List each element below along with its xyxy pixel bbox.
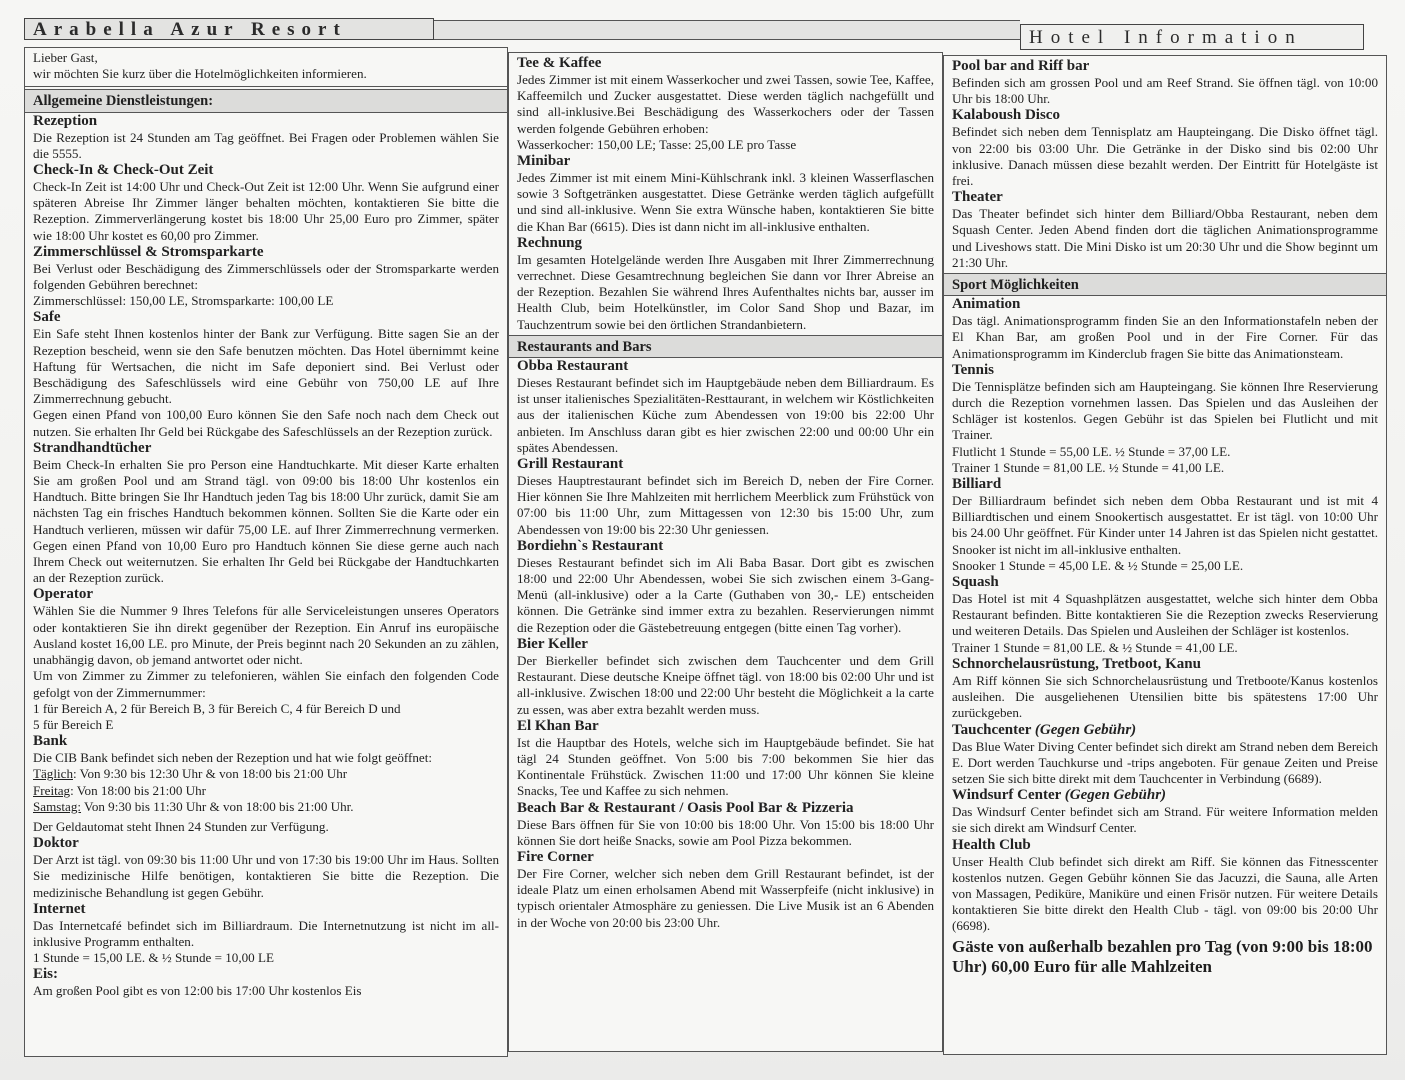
item-title: Rechnung [517,234,583,251]
item-text: Befindet sich neben dem Tennisplatz am Haupteingang. Die Disko öffnet tägl. von 22:00 bis 03:00 Uhr. Die Getränke in der Disko sind bis 02:00 Uhr inklusive. Danach müssen diese bezahlt werden. Der Eintritt für Hotelgäste ist frei. [952,124,1378,189]
info-item [517,849,934,931]
item-text: Das Theater befindet sich hinter dem Billiard/Obba Restaurant, neben dem Squash Center. Jeden Abend finden dort die täglichen Animationsprogramme und Liveshows statt. Die Mini Disko ist um 20:30 Uhr und die Show beginnt um 21:30 Uhr. [952,206,1378,270]
resort-title: Arabella Azur Resort [24,18,434,40]
item-text: Check-In Zeit ist 14:00 Uhr und Check-Out Zeit ist 12:00 Uhr. Wenn Sie aufgrund einer späteren Abreise Ihr Zimmer länger behalten möchten, kontaktieren Sie bitte die Rezeption. Zimmerverlängerung kostet bis 18:00 Uhr 25,00 Euro pro Zimmer, später wie 18:00 Uhr kostet es 60,00 pro Zimmer. [33,179,499,243]
item-text: Dieses Restaurant befindet sich im Ali Baba Basar. Dort gibt es zwischen 18:00 und 22:00 Uhr Abendessen, wobei Sie sich zwischen einem 3-Gang-Menü (all-inklusive) oder a la Carte (Guthaben von 30,- LE) entscheiden können. Die Getränke sind immer extra zu bezahlen. Reservierungen nimmt die Rezeption oder die Gästebetreuung entgegen (bitte einen Tag vorher). [517,554,934,635]
greeting-line: wir möchten Sie kurz über die Hotelmöglichkeiten informieren. [33,66,367,82]
info-item [33,835,499,901]
item-text: Gegen einen Pfand von 100,00 Euro können Sie den Safe noch nach dem Check out nutzen. Sie erhalten Ihr Geld bei Rückgabe des Safeschlüssels an der Rezeption zurück. [33,407,499,439]
item-title: Operator [33,586,93,603]
item-title: Bordiehn`s Restaurant [517,537,664,554]
item-text: Beim Check-In erhalten Sie pro Person eine Handtuchkarte. Mit dieser Karte erhalten Sie am großen Pool und am Strand tägl. von 09:00 bis 18:00 Uhr kostenlos ein Handtuch. Bitte bringen Sie Ihr Handtuch jeden Tag bis 18:00 Uhr zurück, damit Sie am nächsten Tag ein frisches Handtuch bekommen können. Sollten Sie die Karte oder ein Handtuch verlieren, müssen wir dafür 75,00 LE. auf Ihrer Zimmerrechnung vermerken. Gegen einen Pfand von 10,00 Euro pro Handtuch können Sie diese gerne auch nach Ihrem Check out weiternutzen. Sie erhalten Ihr Geld bei Rückgabe der Handtuchkarten an der Rezeption zurück. [33,456,499,586]
item-text: Wasserkocher: 150,00 LE; Tasse: 25,00 LE pro Tasse [517,136,797,152]
greeting-line: Lieber Gast, [33,50,98,65]
item-text: Der Bierkeller befindet sich zwischen dem Tauchcenter und dem Grill Restaurant. Diese deutsche Kneipe öffnet tägl. von 18:00 bis 02:00 Uhr und ist all-inklusive. Zwischen 18:00 und 22:00 Uhr besteht die Möglichkeit a la carte zu essen, was aber extra bezahlt werden muss. [517,652,934,717]
item-text: Ein Safe steht Ihnen kostenlos hinter der Bank zur Verfügung. Bitte sagen Sie an der Rezeption bescheid, wenn sie den Safe benutzen möchten. Das Hotel übernimmt keine Haftung für Wertsachen, die nicht im Safe deponiert sind. Bei Verlust oder Beschädigung des Safeschlüssels wird eine Gebühr von 750,00 LE auf Ihre Zimmerrechnung gebucht. [33,326,499,407]
info-item [517,55,934,153]
item-title: Obba Restaurant [517,358,629,375]
item-title: Squash [952,574,999,591]
item-text: 1 für Bereich A, 2 für Bereich B, 3 für Bereich C, 4 für Bereich D und [33,700,401,716]
item-text: Die Rezeption ist 24 Stunden am Tag geöffnet. Bei Fragen oder Problemen wählen Sie die 5555. [33,129,499,161]
item-text: Am Riff können Sie sich Schnorchelausrüstung und Tretboote/Kanus kostenlos ausleihen. Die ausgeliehenen Utensilien bitte bis spätestens 17:00 Uhr zurückgeben. [952,672,1378,721]
info-item [33,309,499,439]
item-title: El Khan Bar [517,717,599,734]
item-title: Tennis [952,361,994,378]
column-bars-and-sports [943,55,1387,1055]
section-heading-restaurants: Restaurants and Bars [509,335,942,358]
item-text: Das Blue Water Diving Center befindet sich direkt am Strand neben dem Bereich E. Dort werden Tauchkurse und -trips angeboten. Für genaue Zeiten und Preise setzen Sie sich bitte direkt mit dem Tauchcenter in Verbindung (6689). [952,738,1378,786]
item-title: Zimmerschlüssel & Stromsparkarte [33,243,264,260]
bank-hours-saturday: Samstag: Von 9:30 bis 11:30 Uhr & von 18:00 bis 21:00 Uhr. [33,798,354,814]
restaurants-list [509,358,942,931]
fee-note: (Gegen Gebühr) [1064,787,1167,804]
item-title: Fire Corner [517,848,594,865]
item-title: Safe [33,309,61,326]
item-title: Theater [952,189,1003,206]
general-services-list-continued [25,835,507,999]
section-heading-general-services: Allgemeine Dienstleistungen: [25,89,507,112]
info-item [517,538,934,636]
item-text: Ist die Hauptbar des Hotels, welche sich im Hauptgebäude befindet. Sie hat tägl 24 Stunden geöffnet. Von 5:00 bis 7:00 bekommen Sie hier das Kontinentale Frühstück. Zwischen 11:00 und 17:00 Uhr können Sie kleine Snacks, Tee und Kaffee zu sich nehmen. [517,734,934,799]
item-text: Zimmerschlüssel: 150,00 LE, Stromsparkarte: 100,00 LE [33,293,334,309]
item-title: Grill Restaurant [517,456,624,473]
info-item [33,244,499,310]
item-text: Dieses Restaurant befindet sich im Hauptgebäude neben dem Billiardraum. Es ist unser italienisches Spezialitäten-Resttaurant, in welchem wir Köstlichkeiten aus der italienischen Küche zum Abendessen von 19:00 bis 22:00 Uhr anbieten. Im Anschluss daran gibt es hier zwischen 22:00 und 00:00 Uhr ein spätes Abendessen. [517,375,934,455]
info-item [952,476,1378,574]
item-text: Der Arzt ist tägl. von 09:30 bis 11:00 Uhr und von 17:30 bis 19:00 Uhr im Haus. Sollten Sie medizinische Hilfe benötigen, kontaktieren Sie bitte die Rezeption. Die medizinische Behandlung ist gegen Gebühr. [33,852,499,900]
sports-list [944,296,1386,934]
bars-list [944,56,1386,271]
item-text: Bei Verlust oder Beschädigung des Zimmerschlüssels oder der Stromsparkarte werden folgenden Gebühren berechnet: [33,260,499,293]
item-text: Wählen Sie die Nummer 9 Ihres Telefons für alle Serviceleistungen unseres Operators oder kontaktieren Sie ihn direkt gegenüber der Rezeption. Ein Anruf ins europäische Ausland kostet 16,00 LE. pro Minute, der Preis beginnt nach 20 Sekunden an zu zählen, unabhängig davon, ob jemand antwortet oder nicht. [33,603,499,668]
info-item [952,837,1378,935]
info-item [33,113,499,162]
column-room-and-restaurants [508,52,943,1052]
item-title: Billiard [952,476,1002,493]
info-item [517,718,934,800]
info-item [952,296,1378,362]
item-title: Animation [952,296,1021,313]
item-text: Das Hotel ist mit 4 Squashplätzen ausgestattet, welche sich hinter dem Obba Restaurant befinden. Bitte kontaktieren Sie die Rezeption zwecks Reservierung und weiteren Details. Das Spielen und Ausleihen der Schläger ist kostenlos. [952,591,1378,639]
item-text: Dieses Hauptrestaurant befindet sich im Bereich D, neben der Fire Corner. Hier können Sie Ihre Mahlzeiten mit herrlichem Meerblick zum Frühstück von 07:00 bis 11:00 Uhr, zum Mittagessen von 12:30 bis 15:00 Uhr, zum Abendessen von 19:00 bis 22:30 Uhr geniessen. [517,473,934,537]
item-text: Snooker 1 Stunde = 45,00 LE. & ½ Stunde = 25,00 LE. [952,557,1244,573]
item-text: Unser Health Club befindet sich direkt am Riff. Sie können das Fitnesscenter kostenlos nutzen. Gegen Gebühr können Sie das Jacuzzi, die Sauna, alle Arten von Massagen, Pediküre, Maniküre und einen Frisör nutzen. Für weitere Details kontaktieren Sie bitte direkt den Health Club - tägl. von 09:00 bis 20:00 Uhr (6698). [952,853,1378,934]
item-text: Flutlicht 1 Stunde = 55,00 LE. ½ Stunde = 37,00 LE. [952,443,1231,459]
info-item [952,722,1378,788]
info-item [517,358,934,456]
item-text: Das tägl. Animationsprogramm finden Sie an den Informationstafeln neben der El Khan Bar, am großen Pool und in der Fire Corner. Für das Animationsprogramm im Kinderclub fragen Sie bitte das Animationsteam. [952,313,1378,361]
hotel-information-title: Hotel Information [1020,24,1364,50]
info-item [952,362,1378,476]
bank-info [25,733,507,835]
item-text: Im gesamten Hotelgelände werden Ihre Ausgaben mit Ihrer Zimmerrechnung verrechnet. Diese Gesamtrechnung begleichen Sie dann vor Ihrer Abreise an der Rezeption. Bezahlen Sie während Ihres Aufenthaltes nichts bar, ausser im Health Club, beim Hotelkünstler, im Color Sand Shop und Bazar, im Tauchzentrum sowie bei den örtlichen Strandanbietern. [517,251,934,332]
item-text: Trainer 1 Stunde = 81,00 LE. ½ Stunde = 41,00 LE. [952,459,1225,475]
item-title: Check-In & Check-Out Zeit [33,162,214,179]
bank-intro: Die CIB Bank befindet sich neben der Rezeption und hat wie folgt geöffnet: [33,750,433,766]
item-title: Schnorchelausrüstung, Tretboot, Kanu [952,655,1201,672]
fee-note: (Gegen Gebühr) [1034,721,1137,738]
room-services-list [509,53,942,333]
column-general-services [24,47,508,1057]
info-item [952,189,1378,271]
item-title: Kalaboush Disco [952,107,1060,124]
general-services-list [25,113,507,734]
info-item [952,574,1378,656]
item-title: Minibar [517,153,571,170]
item-text: Befinden sich am grossen Pool und am Reef Strand. Sie öffnen tägl. von 10:00 Uhr bis 18:00 Uhr. [952,75,1378,107]
item-title: Eis: [33,966,59,983]
info-item [517,456,934,538]
item-text: Jedes Zimmer ist mit einem Wasserkocher und zwei Tassen, sowie Tee, Kaffee, Kaffeemilch und Zucker ausgestattet. Diese werden täglich nachgefüllt und sind all-inklusive.Bei Beschädigung des Wasserkochers oder der Tassen werden folgende Gebühren erhoben: [517,72,934,136]
item-title: Windsurf Center (Gegen Gebühr) [952,787,1167,804]
section-heading-sports: Sport Möglichkeiten [944,273,1386,296]
item-title: Rezeption [33,112,98,129]
item-title: Pool bar and Riff bar [952,58,1090,74]
item-text: 5 für Bereich E [33,716,114,732]
info-item [952,107,1378,189]
atm-note: Der Geldautomat steht Ihnen 24 Stunden zur Verfügung. [33,818,329,834]
info-item [517,636,934,718]
item-text: Jedes Zimmer ist mit einem Mini-Kühlschrank inkl. 3 kleinen Wasserflaschen sowie 3 Softgetränken ausgestattet. Diese Getränke werden täglich aufgefüllt und sind all-inklusive. Wenn Sie extra Wünsche haben, kontaktieren Sie bitte die Khan Bar (6615). Dies ist dann nicht im all-inklusive enthalten. [517,170,934,234]
item-title: Internet [33,900,86,917]
item-title: Bank [33,733,68,750]
info-item [33,966,499,999]
item-title: Health Club [952,836,1031,853]
info-item [517,235,934,333]
item-text: Der Fire Corner, welcher sich neben dem Grill Restaurant befindet, ist der ideale Platz um einen erholsamen Abend mit Wasserpfeife (nicht inklusive) in typisch orientaler Atmosphäre zu geniessen. Die Live Musik ist an 6 Abenden in der Woche von 20:00 bis 23:00 Uhr. [517,865,934,930]
item-text: Der Billiardraum befindet sich neben dem Obba Restaurant und ist mit 4 Billiardtischen und einem Snookertisch ausgestattet. Er ist tägl. von 10:00 Uhr bis 24.00 Uhr geöffnet. Für Kinder unter 14 Jahren ist das Spielen nicht gestattet. Snooker ist nicht im all-inklusive enthalten. [952,493,1378,557]
item-title: Beach Bar & Restaurant / Oasis Pool Bar & Pizzeria [517,799,854,816]
item-title: Doktor [33,835,79,852]
info-item [517,800,934,849]
info-item [952,58,1378,107]
info-item [517,153,934,235]
item-text: 1 Stunde = 15,00 LE. & ½ Stunde = 10,00 LE [33,950,274,966]
item-title: Tauchcenter (Gegen Gebühr) [952,721,1137,738]
item-text: Das Windsurf Center befindet sich am Strand. Für weitere Information melden sie sich direkt am Windsurf Center. [952,804,1378,836]
item-text: Um von Zimmer zu Zimmer zu telefonieren, wählen Sie einfach den folgenden Code gefolgt von der Zimmernummer: [33,668,499,700]
item-title: Tee & Kaffee [517,55,602,71]
item-text: Diese Bars öffnen für Sie von 10:00 bis 18:00 Uhr. Von 15:00 bis 18:00 Uhr können Sie dort heiße Snacks, sowie am Pool Pizza bekommen. [517,816,934,848]
bank-hours-friday: Freitag: Von 18:00 bis 21:00 Uhr [33,782,207,798]
title-divider-strip [434,20,1020,40]
info-item [33,440,499,587]
item-title: Strandhandtücher [33,439,152,456]
bank-hours-daily: Täglich: Von 9:30 bis 12:30 Uhr & von 18:00 bis 21:00 Uhr [33,766,348,782]
outside-guests-note: Gäste von außerhalb bezahlen pro Tag (von 9:00 bis 18:00 Uhr) 60,00 Euro für alle Mahlzeiten [952,936,1373,976]
info-item [952,656,1378,722]
info-item [952,787,1378,836]
greeting [25,48,507,87]
item-text: Die Tennisplätze befinden sich am Haupteingang. Sie können Ihre Reservierung durch die Rezeption vornehmen lassen. Das Spielen und das Ausleihen der Schläger ist kostenlos. Gegen Gebühr ist das Spielen bei Flutlicht und mit Trainer. [952,378,1378,443]
info-item [33,901,499,967]
info-item [33,162,499,244]
item-text: Trainer 1 Stunde = 81,00 LE. & ½ Stunde = 41,00 LE. [952,639,1238,655]
item-text: Am großen Pool gibt es von 12:00 bis 17:00 Uhr kostenlos Eis [33,983,362,999]
item-title: Bier Keller [517,635,588,652]
info-item [33,586,499,733]
item-text: Das Internetcafé befindet sich im Billiardraum. Die Internetnutzung ist nicht im all-inklusive Programm enthalten. [33,917,499,949]
